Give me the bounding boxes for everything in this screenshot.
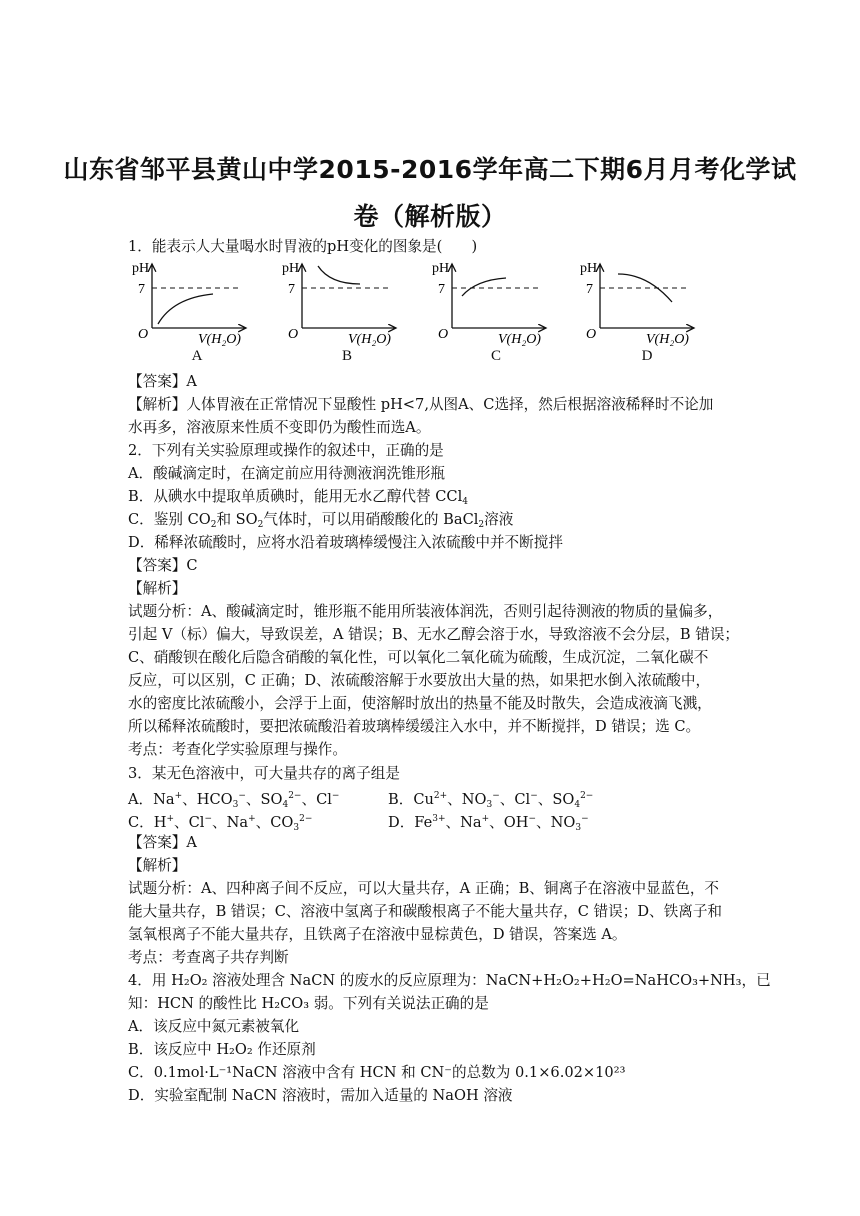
q2-analysis-line: 引起 V（标）偏大，导致误差，A 错误；B、无水乙醇会溶于水，导致溶液不会分层，B 错误； — [128, 626, 740, 643]
q2-analysis-line: 试题分析：A、酸碱滴定时，锥形瓶不能用所装液体润洗，否则引起待测液的物质的量偏多， — [128, 603, 723, 620]
document-title-line-1: 山东省邹平县黄山中学2015-2016学年高二下期6月月考化学试 — [63, 155, 797, 184]
q3-option-b: B．$Cu^{2+}$、$NO_3^-$、Cl−、$SO_4^{2-}$ — [388, 791, 594, 810]
svg-text:V(H₂O): V(H₂O) — [498, 332, 541, 347]
q2-option-a: A．酸碱滴定时，在滴定前应用待测液润洗锥形瓶 — [128, 465, 446, 482]
q4-option-b: B．该反应中 H₂O₂ 作还原剂 — [128, 1041, 316, 1058]
document-title-line-2: 卷（解析版） — [353, 202, 507, 231]
q3-analysis-line: 试题分析：A、四种离子间不反应，可以大量共存，A 正确；B、铜离子在溶液中显蓝色，不 — [128, 880, 720, 897]
graph-c-label: C — [490, 348, 501, 364]
q4-option-a: A．该反应中氮元素被氧化 — [128, 1018, 300, 1035]
svg-text:V(H₂O): V(H₂O) — [348, 332, 391, 347]
graph-a-label: A — [191, 348, 203, 364]
q3-option-d: D．$Fe^{3+}$、Na+、OH−、$NO_3^-$ — [388, 814, 589, 833]
q2-option-c: C．鉴别 $CO_2$和 $SO_2$气体时，可以用硝酸酸化的 BaCl$_2$溶液 — [128, 511, 514, 530]
q3-point: 考点：考查离子共存判断 — [128, 949, 289, 966]
q1-answer: 【答案】A — [128, 373, 197, 390]
q4-option-d: D．实验室配制 NaCN 溶液时，需加入适量的 NaOH 溶液 — [128, 1087, 513, 1104]
q3-analysis-line: 氢氧根离子不能大量共存，且铁离子在溶液中显棕黄色，D 错误，答案选 A。 — [128, 926, 627, 943]
graph-a-ph-label: pH — [132, 261, 150, 276]
svg-text:pH: pH — [282, 261, 300, 276]
q3-option-c: C．H+、Cl−、Na+、$CO_3^{2-}$ — [128, 814, 313, 833]
q2-answer: 【答案】C — [128, 557, 198, 574]
svg-text:7: 7 — [288, 282, 295, 297]
q2-analysis-line: 所以稀释浓硫酸时，要把浓硫酸沿着玻璃棒缓缓注入水中，并不断搅拌，D 错误；选 C。 — [128, 718, 701, 735]
q2-option-d: D．稀释浓硫酸时，应将水沿着玻璃棒缓慢注入浓硫酸中并不断搅拌 — [128, 534, 563, 551]
q1-analysis-line-1: 【解析】人体胃液在正常情况下显酸性 pH<7,从图A、C选择，然后根据溶液稀释时不论加 — [128, 396, 714, 413]
svg-text:7: 7 — [438, 282, 445, 297]
q3-analysis-label: 【解析】 — [128, 857, 187, 874]
question-3-stem: 3．某无色溶液中，可大量共存的离子组是 — [128, 765, 400, 782]
q3-answer: 【答案】A — [128, 834, 197, 851]
q2-option-b: B．从碘水中提取单质碘时，能用无水乙醇代替 CCl$_4$ — [128, 488, 468, 507]
question-1-stem: 1．能表示人大量喝水时胃液的pH变化的图象是( ) — [128, 238, 478, 255]
svg-text:O: O — [138, 327, 149, 342]
question-4-stem-line-2: 知：HCN 的酸性比 H₂CO₃ 弱。下列有关说法正确的是 — [128, 995, 489, 1012]
q3-analysis-line: 能大量共存，B 错误；C、溶液中氢离子和碳酸根离子不能大量共存，C 错误；D、铁离子和 — [128, 903, 723, 920]
question-4-stem-line-1: 4．用 H₂O₂ 溶液处理含 NaCN 的废水的反应原理为：NaCN+H₂O₂+H₂O=NaHCO₃+NH₃，已 — [128, 972, 771, 989]
svg-text:pH: pH — [580, 261, 598, 276]
svg-text:O: O — [288, 327, 299, 342]
svg-text:O: O — [438, 327, 449, 342]
q1-analysis-line-2: 水再多，溶液原来性质不变即仍为酸性而选A。 — [128, 419, 431, 436]
q2-point: 考点：考查化学实验原理与操作。 — [128, 741, 347, 758]
svg-text:O: O — [586, 327, 597, 342]
q4-option-c: C．0.1mol·L⁻¹NaCN 溶液中含有 HCN 和 CN⁻的总数为 0.1×6.02×10²³ — [128, 1064, 626, 1081]
svg-text:7: 7 — [586, 282, 593, 297]
svg-text:V(H₂O): V(H₂O) — [198, 332, 241, 347]
q2-analysis-line: 水的密度比浓硫酸小，会浮于上面，使溶解时放出的热量不能及时散失，会造成液滴飞溅， — [128, 695, 712, 712]
question-2-stem: 2．下列有关实验原理或操作的叙述中，正确的是 — [128, 442, 444, 459]
q2-analysis-label: 【解析】 — [128, 580, 187, 597]
q2-analysis-line: C、硝酸钡在酸化后隐含硝酸的氧化性，可以氧化二氧化硫为硫酸，生成沉淀，二氧化碳不 — [128, 649, 709, 666]
q3-option-a: A．Na+、$HCO_3^-$、$SO_4^{2-}$、Cl− — [128, 791, 340, 810]
svg-text:pH: pH — [432, 261, 450, 276]
svg-text:V(H₂O): V(H₂O) — [646, 332, 689, 347]
graph-d-label: D — [641, 348, 653, 364]
q2-analysis-line: 反应，可以区别，C 正确；D、浓硫酸溶解于水要放出大量的热，如果把水倒入浓硫酸中， — [128, 672, 711, 689]
graph-b-label: B — [341, 348, 352, 364]
svg-text:7: 7 — [138, 282, 145, 297]
